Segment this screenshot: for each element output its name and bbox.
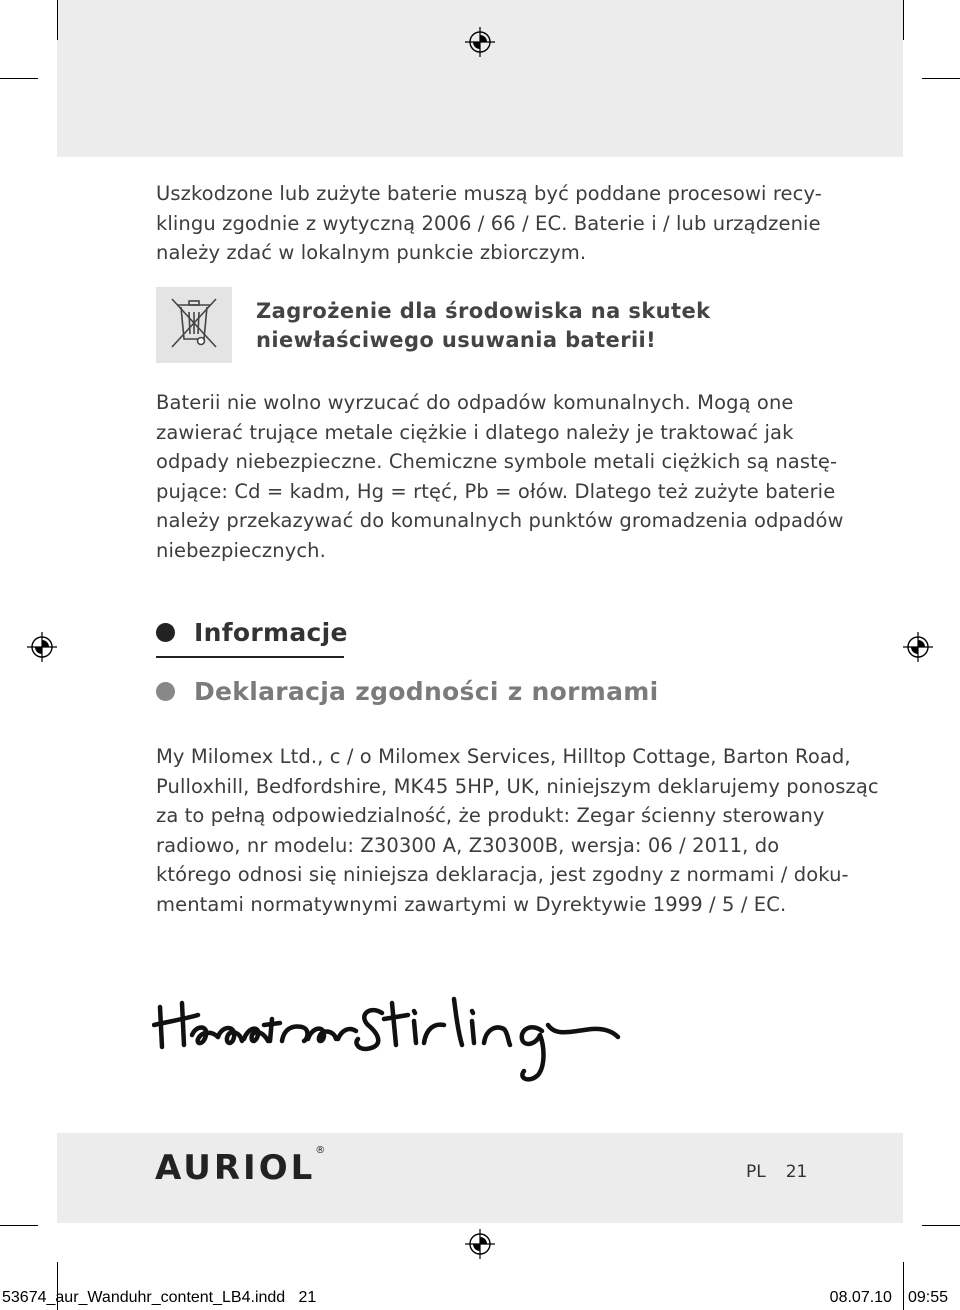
print-date: 08.07.10 bbox=[829, 1289, 892, 1306]
text-line: Baterii nie wolno wyrzucać do odpadów komunalnych. Mogą one bbox=[156, 391, 794, 414]
warning-title-line: niewłaściwego usuwania baterii! bbox=[256, 328, 657, 352]
section-heading-informacje bbox=[156, 618, 348, 647]
registered-mark: ® bbox=[315, 1144, 326, 1156]
crop-mark bbox=[57, 0, 58, 40]
crop-mark bbox=[903, 0, 904, 40]
text-line: klingu zgodnie z wytyczną 2006 / 66 / EC. Baterie i / lub urządzenie bbox=[156, 211, 821, 235]
battery-recycling-paragraph bbox=[156, 179, 822, 268]
heading-text: Informacje bbox=[194, 618, 348, 647]
text-line: odpady niebezpieczne. Chemiczne symbole metali ciężkich są nastę- bbox=[156, 450, 838, 473]
warning-title-line: Zagrożenie dla środowiska na skutek bbox=[256, 299, 711, 323]
text-line: którego odnosi się niniejsza deklaracja, jest zgodny z normami / doku- bbox=[156, 863, 849, 886]
page-number: 21 bbox=[785, 1162, 808, 1182]
battery-disposal-paragraph bbox=[156, 388, 844, 565]
text-line: mentami normatywnymi zawartymi w Dyrektywie 1999 / 5 / EC. bbox=[156, 892, 787, 916]
text-line: należy zdać w lokalnym punkcie zbiorczym. bbox=[156, 241, 587, 264]
registration-mark-icon bbox=[27, 632, 57, 662]
page-info bbox=[746, 1162, 807, 1182]
bullet-icon bbox=[156, 623, 175, 642]
warning-icon-box bbox=[156, 287, 232, 363]
text-line: radiowo, nr modelu: Z30300 A, Z30300B, wersja: 06 / 2011, do bbox=[156, 833, 780, 857]
crop-mark bbox=[922, 78, 960, 79]
warning-title bbox=[256, 297, 710, 355]
registration-mark-icon bbox=[903, 632, 933, 662]
top-gray-band bbox=[57, 0, 903, 157]
registration-mark-icon bbox=[465, 27, 495, 57]
text-line: Pulloxhill, Bedfordshire, MK45 5HP, UK, niniejszym deklarujemy ponosząc bbox=[156, 774, 879, 798]
brand-name: AURIOL bbox=[155, 1148, 316, 1188]
declaration-paragraph bbox=[156, 742, 879, 919]
crop-mark bbox=[0, 1225, 38, 1226]
bullet-icon bbox=[156, 682, 175, 701]
print-slug-datetime bbox=[830, 1289, 948, 1307]
registration-mark-icon bbox=[465, 1229, 495, 1259]
print-slug-filename: 53674_aur_Wanduhr_content_LB4.indd 21 bbox=[2, 1289, 317, 1306]
section-heading-declaration bbox=[156, 677, 659, 706]
text-line: Uszkodzone lub zużyte baterie muszą być poddane procesowi recy- bbox=[156, 182, 822, 205]
print-time: 09:55 bbox=[907, 1289, 948, 1306]
text-line: należy przekazywać do komunalnych punktów gromadzenia odpadów bbox=[156, 509, 844, 532]
auriol-logo bbox=[155, 1144, 326, 1188]
crossed-out-bin-icon bbox=[156, 287, 232, 363]
text-line: zawierać trujące metale ciężkie i dlatego należy je traktować jak bbox=[156, 420, 794, 444]
text-line: pujące: Cd = kadm, Hg = rtęć, Pb = ołów. Dlatego też zużyte baterie bbox=[156, 479, 836, 503]
text-line: niebezpiecznych. bbox=[156, 538, 326, 562]
heading-text: Deklaracja zgodności z normami bbox=[194, 677, 659, 706]
text-line: My Milomex Ltd., c / o Milomex Services, Hilltop Cottage, Barton Road, bbox=[156, 745, 851, 768]
heading-underline bbox=[156, 656, 344, 658]
handwritten-signature bbox=[152, 985, 622, 1085]
crop-mark bbox=[0, 78, 38, 79]
crop-mark bbox=[922, 1225, 960, 1226]
language-code: PL bbox=[746, 1162, 766, 1182]
text-line: za to pełną odpowiedzialność, że produkt: Zegar ścienny sterowany bbox=[156, 804, 825, 827]
